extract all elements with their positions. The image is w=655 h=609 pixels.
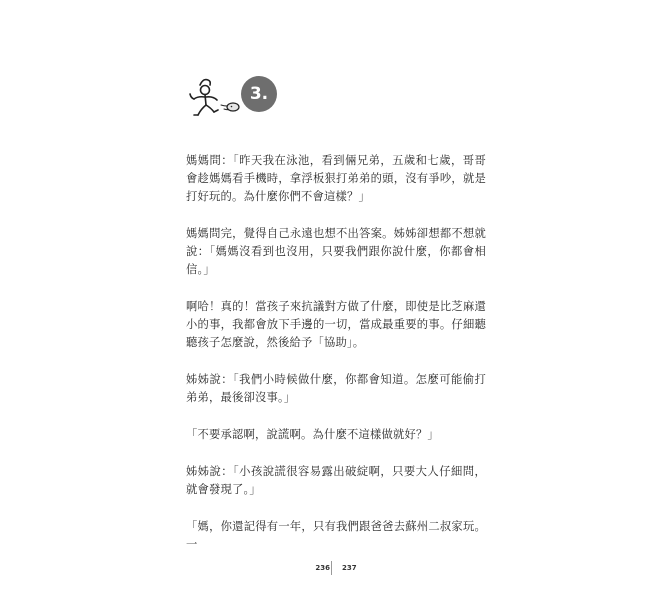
paragraph: 姊姊說：「小孩說謊很容易露出破綻啊，只要大人仔細問，就會發現了。」	[186, 465, 486, 496]
right-page-number: 237	[342, 564, 357, 572]
paragraph: 媽媽問：「昨天我在泳池，看到倆兄弟，五歲和七歲，哥哥會趁媽媽看手機時，拿浮板狠打弟弟的頭，沒有爭吵，就是打好玩的。為什麼你們不會這樣？」	[186, 154, 486, 203]
running-figure-icon	[184, 74, 246, 120]
paragraph: 啊哈！真的！當孩子來抗議對方做了什麼，即使是比芝麻還小的事，我都會放下手邊的一切，當成最重要的事。仔細聽聽孩子怎麼說，然後給予「協助」。	[186, 300, 486, 349]
chapter-header	[180, 72, 290, 122]
paragraph: 姊姊說：「我們小時候做什麼，你都會知道。怎麼可能偷打弟弟，最後卻沒事。」	[186, 373, 486, 404]
paragraph: 「媽，你還記得有一年，只有我們跟爸爸去蘇州二叔家玩。一	[186, 520, 486, 551]
left-page-number: 236	[315, 564, 330, 572]
page-divider	[331, 561, 332, 575]
paragraph: 媽媽問完，覺得自己永遠也想不出答案。姊姊卻想都不想就說：「媽媽沒看到也沒用，只要我們跟你說什麼，你都會相信。」	[186, 227, 486, 276]
body-text	[186, 152, 486, 554]
paragraph: 「不要承認啊，說謊啊。為什麼不這樣做就好？」	[186, 428, 439, 441]
chapter-number-badge: 3.	[241, 76, 277, 112]
page-numbers	[300, 561, 370, 577]
